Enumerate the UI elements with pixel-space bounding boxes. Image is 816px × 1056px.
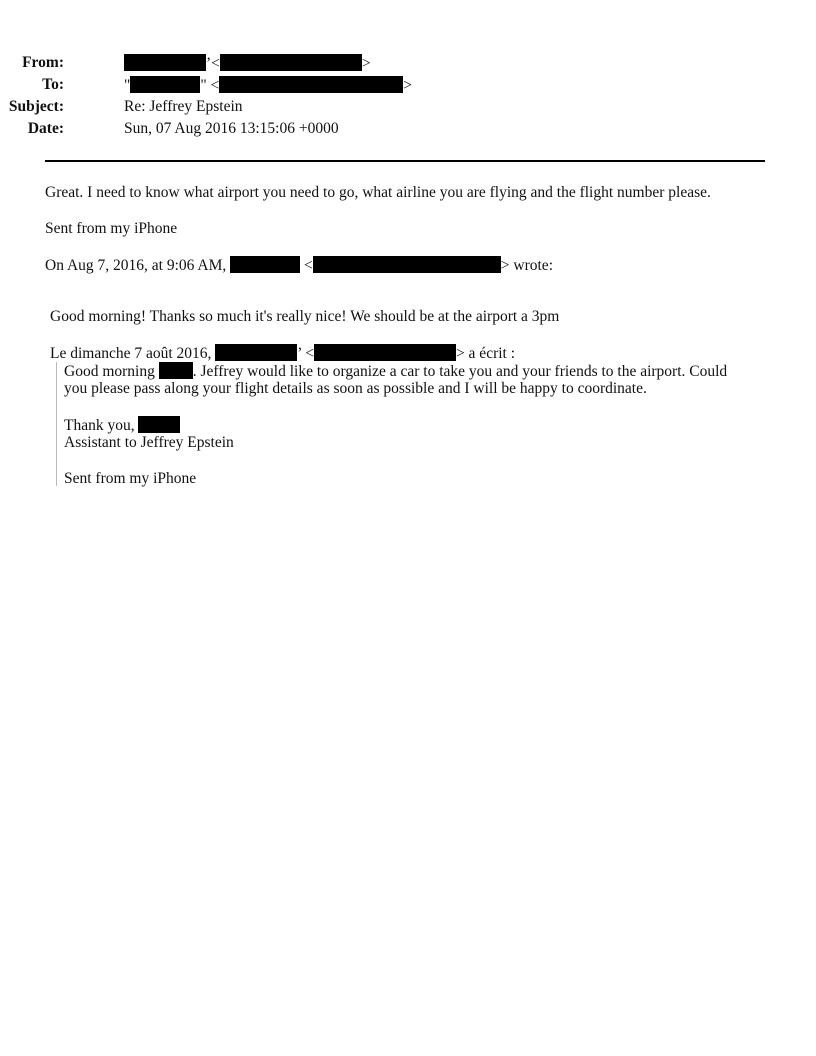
quoted-role: Assistant to Jeffrey Epstein: [64, 434, 234, 451]
subject-label: Subject:: [8, 98, 64, 115]
from-value: ’< >: [124, 54, 371, 73]
quoted-line-1: Good morning . Jeffrey would like to organize a car to take you and your friends to the airport. Could: [64, 363, 728, 380]
quoted-signature: Sent from my iPhone: [64, 470, 197, 487]
redaction-box: [313, 256, 501, 273]
header-divider: [45, 160, 765, 162]
signature: Sent from my iPhone: [45, 220, 178, 237]
quote-attribution: On Aug 7, 2016, at 9:06 AM, < > wrote:: [45, 257, 553, 274]
message-text: Great. I need to know what airport you need to go, what airline you are flying and the flight number please.: [45, 184, 711, 201]
redaction-box: [130, 76, 200, 93]
from-label: From:: [22, 54, 64, 71]
redaction-box: [124, 54, 206, 71]
redaction-box: [215, 344, 297, 361]
redaction-box: [159, 362, 193, 379]
to-row: [0, 76, 760, 96]
to-label: To:: [42, 76, 64, 93]
quoted-line-2: you please pass along your flight details as soon as possible and I will be happy to coordinate.: [64, 380, 647, 397]
reply-attribution: Le dimanche 7 août 2016, ’ < > a écrit :: [50, 345, 516, 362]
date-value: Sun, 07 Aug 2016 13:15:06 +0000: [124, 120, 339, 137]
reply-text: Good morning! Thanks so much it's really nice! We should be at the airport a 3pm: [50, 308, 560, 325]
redaction-box: [138, 416, 180, 433]
redaction-box: [230, 256, 300, 273]
quoted-thanks: Thank you,: [64, 416, 180, 435]
date-label: Date:: [27, 120, 64, 137]
redaction-box: [220, 54, 362, 71]
subject-value: Re: Jeffrey Epstein: [124, 98, 243, 115]
to-value: " " < >: [124, 77, 413, 94]
subject-row: [0, 98, 760, 118]
redaction-box: [314, 344, 456, 361]
from-row: [0, 54, 760, 74]
date-row: [0, 120, 760, 140]
quoted-message: [56, 362, 757, 486]
redaction-box: [219, 76, 403, 93]
